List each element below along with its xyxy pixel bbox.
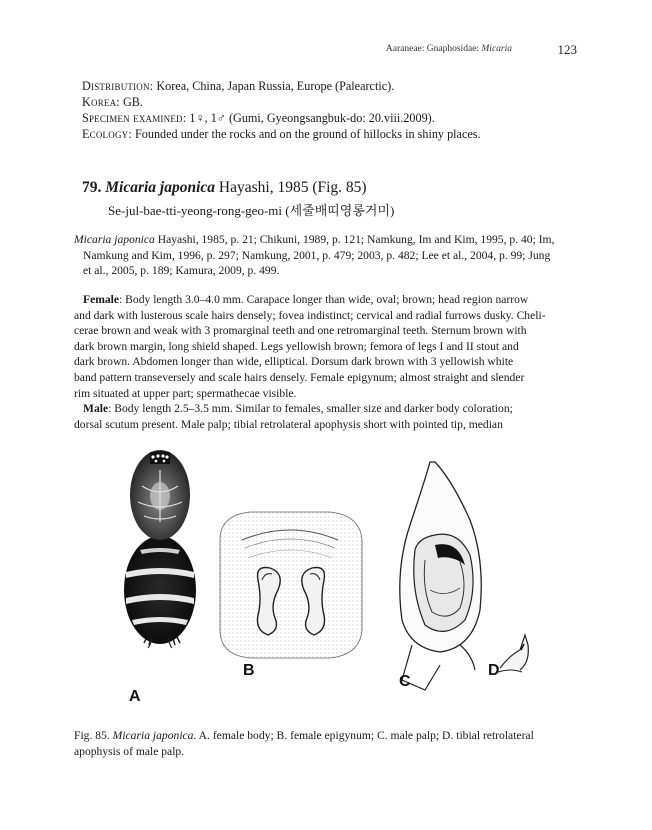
female-body-drawing: [124, 450, 196, 648]
korea-line: [82, 94, 582, 110]
species-name: Micaria japonica: [105, 179, 216, 196]
female-text-1: : Body length 3.0–4.0 mm. Carapace longer than wide, oval; brown; head region narrow: [119, 293, 529, 306]
running-title-genus: Micaria: [481, 44, 512, 54]
species-number: 79.: [82, 179, 102, 196]
specimen-line: [82, 110, 582, 126]
korea-text: GB.: [119, 95, 143, 109]
female-label: Female: [83, 293, 120, 306]
specimen-label: Specimen examined:: [82, 111, 187, 125]
male-palp-drawing: [400, 462, 481, 690]
species-heading: [82, 178, 582, 198]
korea-label: Korea:: [82, 95, 120, 109]
ecology-text: Founded under the rocks and on the ground of hillocks in shiny places.: [131, 127, 481, 141]
figure-85: [80, 440, 560, 715]
running-header: [0, 42, 652, 58]
species-info-block: [82, 78, 582, 142]
female-line-3: cerae brown and weak with 3 promarginal teeth and one retromarginal teeth. Sternum brown with: [74, 324, 527, 338]
species-author: Hayashi, 1985 (Fig. 85): [215, 179, 367, 196]
female-line-4: dark brown margin, long shield shaped. Legs yellowish brown; femora of legs I and II stout and: [74, 339, 519, 353]
epigynum-drawing: [220, 512, 362, 658]
female-line-5: dark brown. Abdomen longer than wide, elliptical. Dorsum dark brown with 3 yellowish white: [74, 355, 514, 369]
caption-line-1: [74, 728, 580, 744]
figure-label-a: A: [129, 688, 141, 705]
page-number: 123: [557, 42, 577, 57]
running-title: [386, 44, 512, 54]
synonymy-line-2: Namkung and Kim, 1996, p. 297; Namkung, 2001, p. 479; 2003, p. 482; Lee et al., 2004, p. 99; Jung: [83, 248, 551, 262]
female-line-2: and dark with lusterous scale hairs densely; fovea indistinct; cervical and radial furrows dusky. Cheli-: [74, 308, 546, 322]
female-line-6: band pattern transeversely and scale hairs densely. Female epigynum; almost straight and slender: [74, 370, 525, 384]
description-block: [74, 292, 580, 432]
figure-caption: [74, 728, 580, 759]
synonymy-species-name: Micaria japonica: [74, 233, 155, 246]
tibial-apophysis-drawing: [498, 635, 528, 672]
male-line-2: dorsal scutum present. Male palp; tibial retrolateral apophysis short with pointed tip, median: [74, 417, 503, 431]
figure-label-d: D: [488, 662, 500, 679]
male-line-1: [74, 401, 580, 417]
korean-common-name: Se-jul-bae-tti-yeong-rong-geo-mi (세줄배띠영롱거미): [108, 203, 395, 218]
female-line-7: rim situated at upper part; spermathecae visible.: [74, 386, 297, 400]
synonymy-line-1: [74, 232, 580, 248]
synonymy-text-1: Hayashi, 1985, p. 21; Chikuni, 1989, p. 121; Namkung, Im and Kim, 1995, p. 40; Im,: [154, 233, 555, 246]
specimen-text: 1♀, 1♂ (Gumi, Gyeongsangbuk-do: 20.viii.2009).: [186, 111, 435, 125]
figure-label-b: B: [243, 662, 255, 679]
distribution-label: Distribution:: [82, 79, 154, 93]
ecology-line: [82, 126, 582, 142]
caption-text-1: A. female body; B. female epigynum; C. male palp; D. tibial retrolateral: [196, 729, 534, 742]
distribution-text: Korea, China, Japan Russia, Europe (Palearctic).: [153, 79, 395, 93]
synonymy-block: [74, 232, 580, 279]
caption-line-2: apophysis of male palp.: [74, 744, 185, 758]
female-line-1: [74, 292, 580, 308]
male-text-1: : Body length 2.5–3.5 mm. Similar to females, smaller size and darker body coloration;: [108, 402, 513, 416]
caption-species: Micaria japonica.: [112, 729, 197, 742]
male-label: Male: [83, 402, 109, 416]
caption-fig-number: Fig. 85.: [74, 729, 113, 742]
ecology-label: Ecology:: [82, 127, 132, 141]
distribution-line: [82, 78, 582, 94]
synonymy-line-3: et al., 2005, p. 189; Kamura, 2009, p. 499.: [83, 264, 280, 278]
running-title-prefix: Aaraneae: Gnaphosidae:: [385, 44, 482, 54]
figure-label-c: C: [399, 673, 411, 690]
